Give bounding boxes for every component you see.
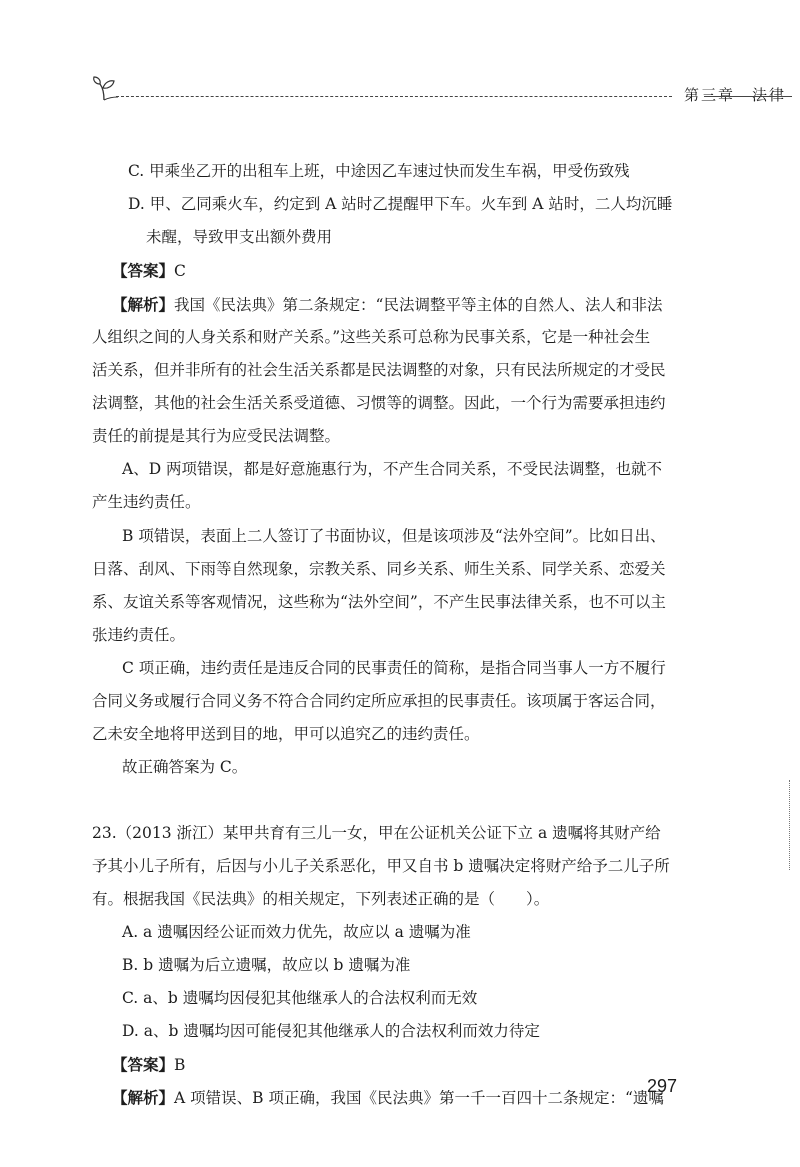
- sprout-icon: [92, 76, 118, 102]
- analysis-tag: 【解析】: [112, 295, 175, 314]
- option-c-line: C. 甲乘坐乙开的出租车上班，中途因乙车速过快而发生车祸，甲受伤致残: [128, 162, 630, 180]
- option-d-line: D. a、b 遗嘱均因可能侵犯其他继承人的合法权利而效力待定: [122, 1022, 540, 1040]
- paragraph-line: A、D 两项错误，都是好意施惠行为，不产生合同关系，不受民法调整，也就不: [122, 460, 663, 478]
- question-23-stem: 23.（2013 浙江）某甲共育有三儿一女，甲在公证机关公证下立 a 遗嘱将其财产给: [92, 824, 661, 842]
- header-rule-left: [116, 96, 672, 97]
- paragraph-line: 张违约责任。: [92, 626, 186, 644]
- analysis-text: A 项错误、B 项正确，我国《民法典》第一千一百四十二条规定：“遗嘱: [174, 1089, 664, 1107]
- question-23-stem: 予其小儿子所有，后因与小儿子关系恶化，甲又自书 b 遗嘱决定将财产给予二儿子所: [92, 857, 670, 875]
- paragraph-line: 合同义务或履行合同义务不符合合同约定所应承担的民事责任。该项属于客运合同，: [92, 692, 666, 710]
- conclusion-line: 故正确答案为 C。: [122, 758, 248, 776]
- paragraph-line: B 项错误，表面上二人签订了书面协议，但是该项涉及“法外空间”。比如日出、: [122, 527, 666, 545]
- analysis-line-1: [112, 297, 662, 314]
- analysis-text: 我国《民法典》第二条规定：“民法调整平等主体的自然人、法人和非法: [174, 296, 663, 314]
- paragraph-line: 责任的前提是其行为应受民法调整。: [92, 427, 341, 445]
- paragraph-line: 产生违约责任。: [92, 493, 201, 511]
- page-number: 297: [647, 1076, 678, 1096]
- paragraph-line: 法调整，其他的社会生活关系受道德、习惯等的调整。因此，一个行为需要承担违约: [92, 394, 666, 412]
- paragraph-line: 系、友谊关系等客观情况，这些称为“法外空间”，不产生民事法律关系，也不可以主: [92, 593, 666, 611]
- question-23-stem: 有。根据我国《民法典》的相关规定，下列表述正确的是（ ）。: [92, 890, 550, 908]
- option-d-continuation: 未醒，导致甲支出额外费用: [146, 228, 333, 246]
- analysis-tag: 【解析】: [112, 1088, 175, 1107]
- chapter-title: 第三章 法律: [684, 86, 787, 104]
- analysis-line-2: [112, 1090, 664, 1107]
- answer-tag: 【答案】: [112, 261, 175, 280]
- scan-margin-mark: [789, 780, 790, 870]
- answer-value: B: [174, 1056, 186, 1074]
- option-c-line: C. a、b 遗嘱均因侵犯其他继承人的合法权利而无效: [122, 989, 478, 1007]
- running-header: [92, 76, 792, 106]
- answer-line-1: [112, 263, 186, 280]
- option-d-line: D. 甲、乙同乘火车，约定到 A 站时乙提醒甲下车。火车到 A 站时，二人均沉睡: [128, 195, 673, 213]
- option-a-line: A. a 遗嘱因经公证而效力优先，故应以 a 遗嘱为准: [122, 923, 471, 941]
- header-rule-right: [704, 96, 792, 97]
- option-b-line: B. b 遗嘱为后立遗嘱，故应以 b 遗嘱为准: [122, 956, 411, 974]
- answer-value: C: [174, 262, 186, 280]
- paragraph-line: 人组织之间的人身关系和财产关系。”这些关系可总称为民事关系，它是一种社会生: [92, 328, 651, 346]
- paragraph-line: 乙未安全地将甲送到目的地，甲可以追究乙的违约责任。: [92, 725, 480, 743]
- paragraph-line: C 项正确，违约责任是违反合同的民事责任的简称，是指合同当事人一方不履行: [122, 659, 666, 677]
- answer-tag: 【答案】: [112, 1055, 175, 1074]
- paragraph-line: 活关系，但并非所有的社会生活关系都是民法调整的对象，只有民法所规定的才受民: [92, 361, 666, 379]
- paragraph-line: 日落、刮风、下雨等自然现象，宗教关系、同乡关系、师生关系、同学关系、恋爱关: [92, 560, 666, 578]
- answer-line-2: [112, 1057, 185, 1074]
